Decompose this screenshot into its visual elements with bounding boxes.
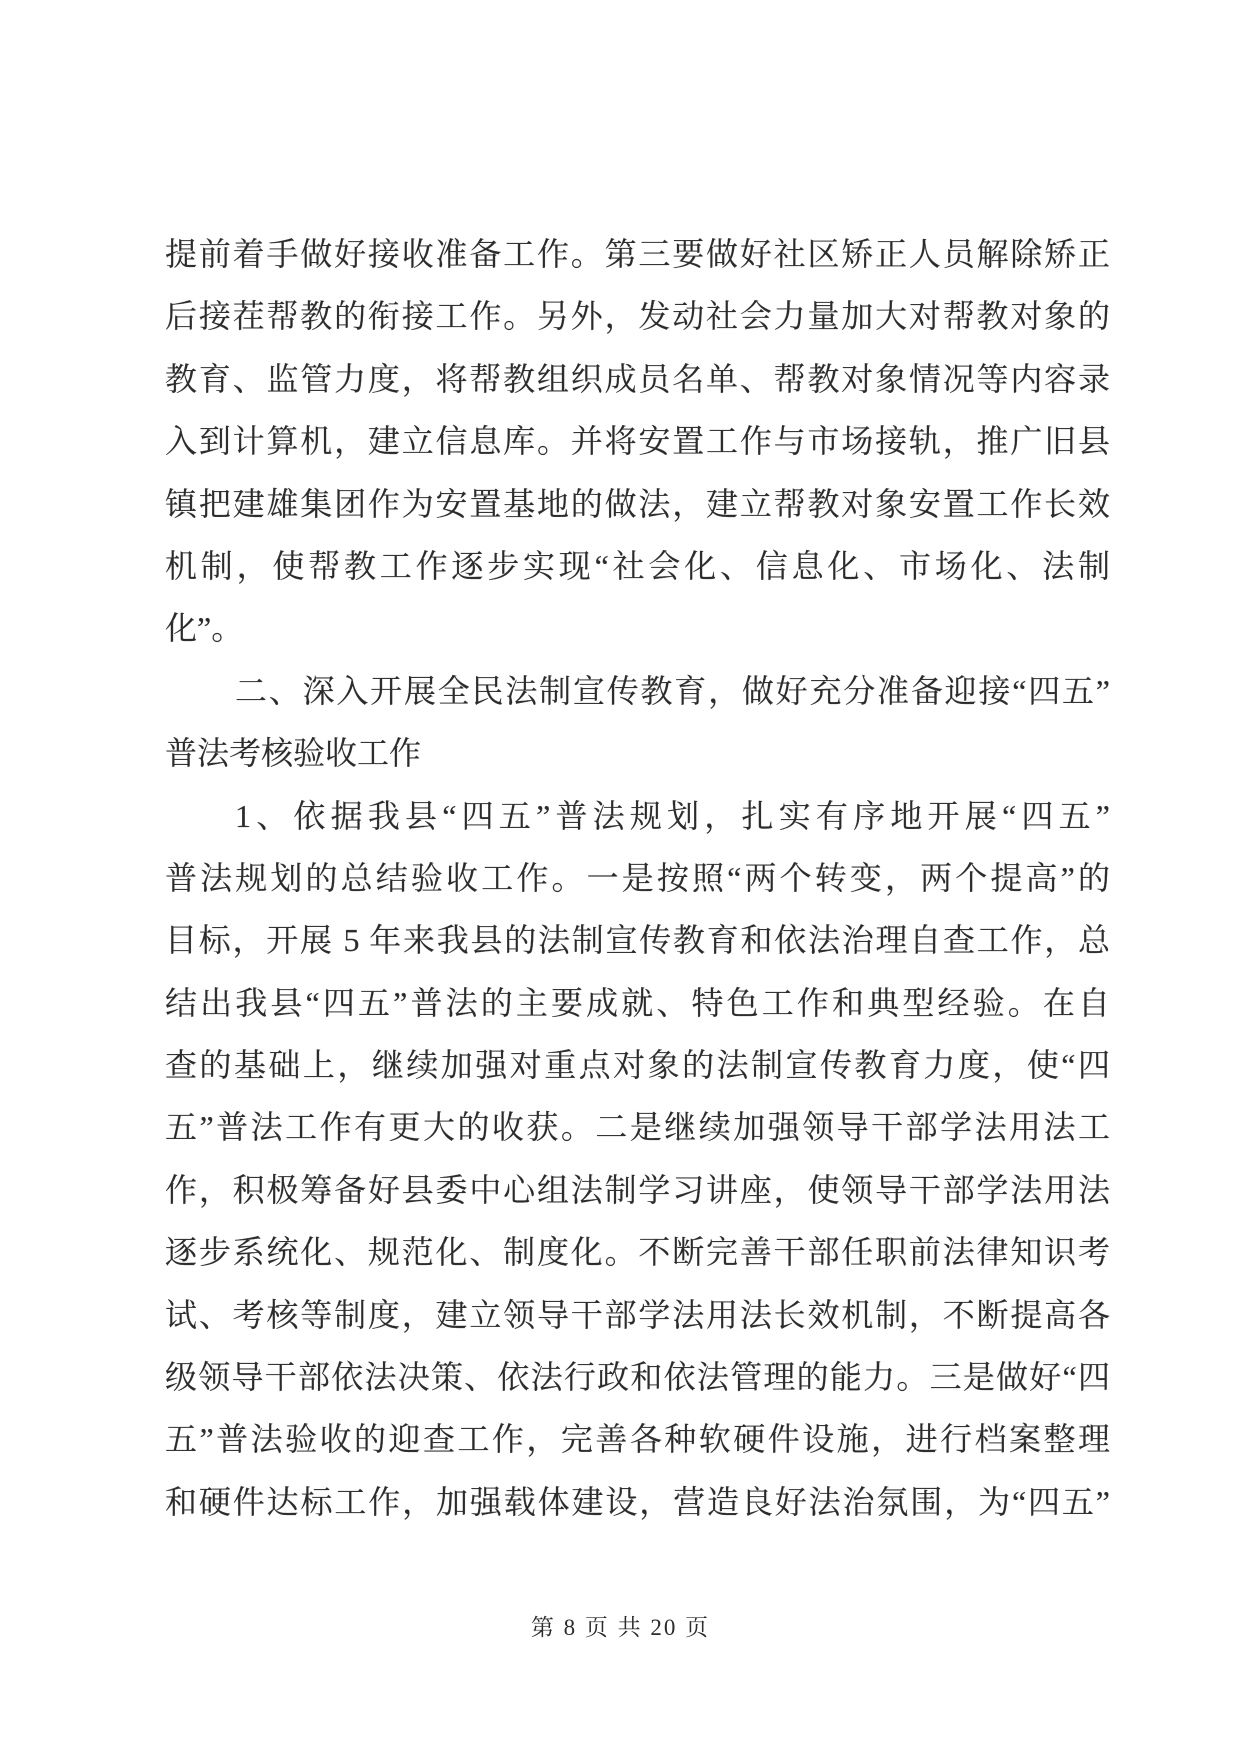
text-line: 化”。 [165, 610, 244, 647]
text-line: 机制，使帮教工作逐步实现“社会化、信息化、市场化、法制 [165, 547, 1110, 584]
text-line: 试、考核等制度，建立领导干部学法用法长效机制，不断提高各 [165, 1296, 1110, 1333]
text-line: 入到计算机，建立信息库。并将安置工作与市场接轨，推广旧县 [165, 423, 1110, 460]
text-line: 作，积极筹备好县委中心组法制学习讲座，使领导干部学法用法 [165, 1171, 1110, 1208]
text-line: 五”普法工作有更大的收获。二是继续加强领导干部学法用法工 [165, 1109, 1110, 1146]
text-line: 级领导干部依法决策、依法行政和依法管理的能力。三是做好“四 [165, 1359, 1110, 1396]
text-line: 结出我县“四五”普法的主要成就、特色工作和典型经验。在自 [165, 984, 1110, 1021]
text-line: 二、深入开展全民法制宣传教育，做好充分准备迎接“四五” [235, 672, 1110, 709]
text-line: 1、依据我县“四五”普法规划，扎实有序地开展“四五” [235, 797, 1110, 834]
text-line: 查的基础上，继续加强对重点对象的法制宣传教育力度，使“四 [165, 1047, 1110, 1084]
page-footer [0, 1609, 1241, 1642]
text-line: 后接茬帮教的衔接工作。另外，发动社会力量加大对帮教对象的 [165, 298, 1110, 335]
text-line: 教育、监管力度，将帮教组织成员名单、帮教对象情况等内容录 [165, 360, 1110, 397]
text-line: 五”普法验收的迎查工作，完善各种软硬件设施，进行档案整理 [165, 1421, 1110, 1458]
page-number-label: 第 8 页 共 20 页 [530, 1615, 711, 1640]
text-line: 普法规划的总结验收工作。一是按照“两个转变，两个提高”的 [165, 859, 1110, 896]
text-line: 逐步系统化、规范化、制度化。不断完善干部任职前法律知识考 [165, 1234, 1110, 1271]
text-line: 和硬件达标工作，加强载体建设，营造良好法治氛围，为“四五” [165, 1483, 1110, 1520]
text-line: 提前着手做好接收准备工作。第三要做好社区矫正人员解除矫正 [165, 236, 1110, 272]
text-line: 镇把建雄集团作为安置基地的做法，建立帮教对象安置工作长效 [165, 485, 1110, 522]
document-body [165, 223, 1110, 1533]
text-line: 普法考核验收工作 [165, 735, 422, 772]
text-line: 目标，开展 5 年来我县的法制宣传教育和依法治理自查工作，总 [165, 922, 1110, 959]
